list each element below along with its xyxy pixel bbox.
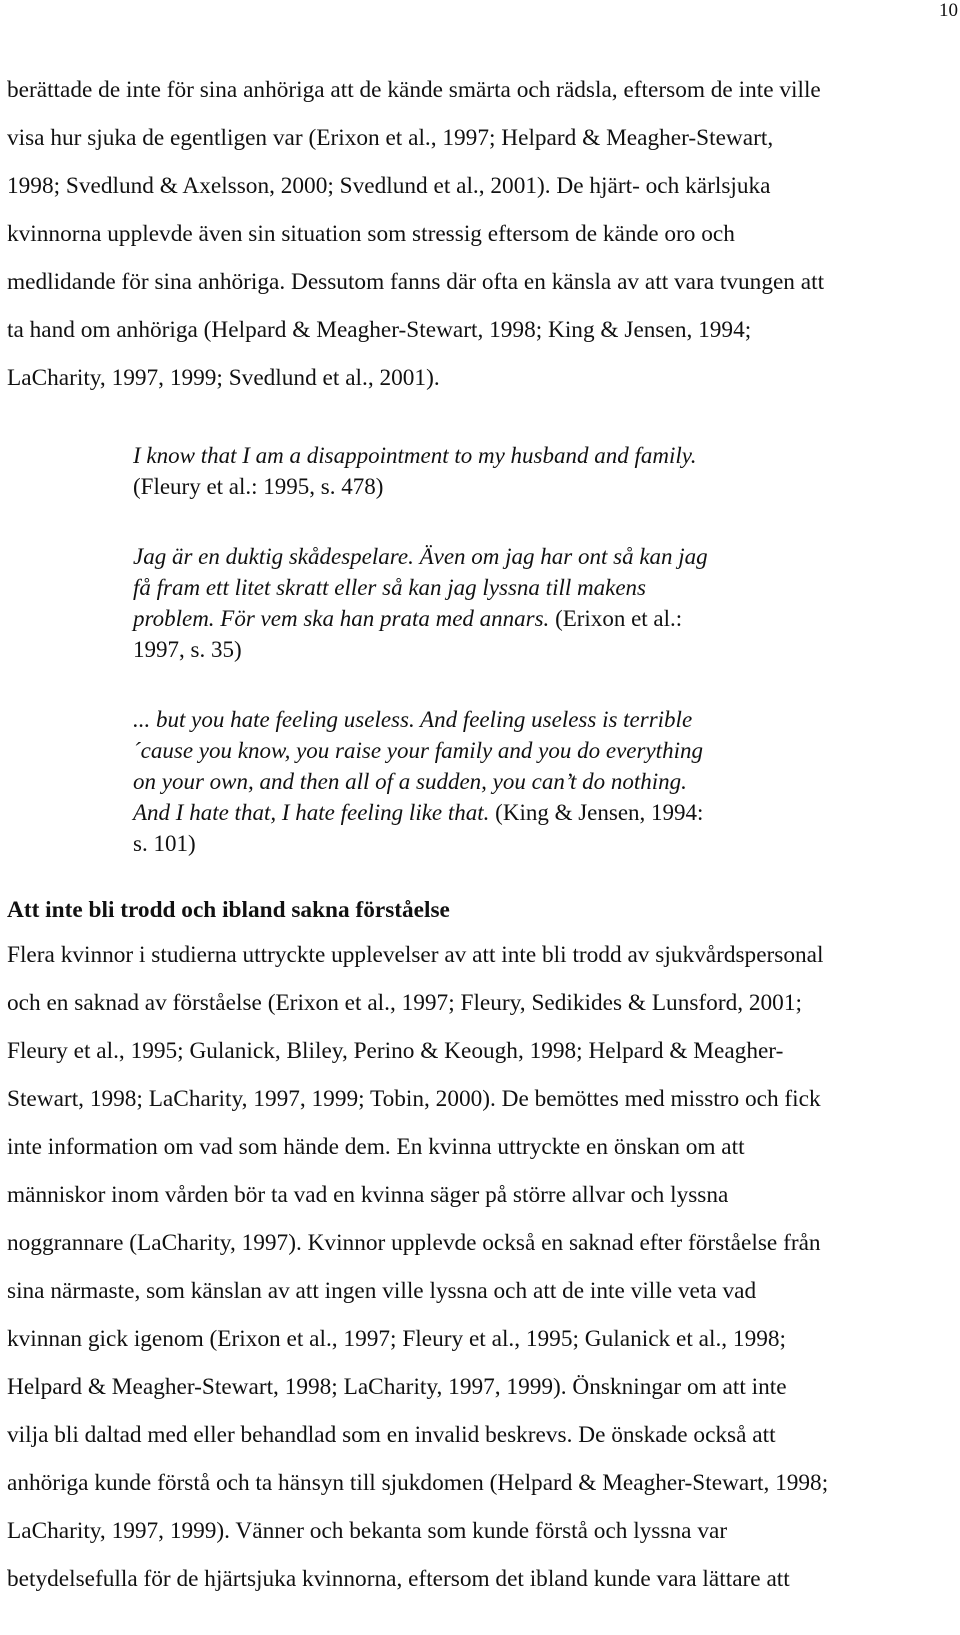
text-line: berättade de inte för sina anhöriga att de kände smärta och rädsla, eftersom de inte ville <box>7 77 821 103</box>
text-line: och en saknad av förståelse (Erixon et al., 1997; Fleury, Sedikides & Lunsford, 2001; <box>7 990 802 1016</box>
quote-citation: (Erixon et al.: <box>549 606 683 631</box>
quote-line <box>133 797 957 828</box>
quote-citation: (Fleury et al.: 1995, s. 478) <box>133 474 384 499</box>
quote-line <box>133 766 957 797</box>
quote-line <box>133 541 957 572</box>
text-line: LaCharity, 1997, 1999). Vänner och bekanta som kunde förstå och lyssna var <box>7 1518 728 1544</box>
document-body <box>7 66 957 1603</box>
quote-italic: I know that I am a disappointment to my husband and family. <box>133 443 697 468</box>
text-line: kvinnorna upplevde även sin situation som stressig eftersom de kände oro och <box>7 221 735 247</box>
quote-citation: (King & Jensen, 1994: <box>489 800 704 825</box>
quote-1 <box>133 440 957 502</box>
paragraph-2 <box>7 931 957 1603</box>
text-line: visa hur sjuka de egentligen var (Erixon et al., 1997; Helpard & Meagher-Stewart, <box>7 125 774 151</box>
text-line: LaCharity, 1997, 1999; Svedlund et al., 2001). <box>7 365 440 391</box>
quote-citation: s. 101) <box>133 831 196 856</box>
quote-line <box>133 634 957 665</box>
text-line: betydelsefulla för de hjärtsjuka kvinnorna, eftersom det ibland kunde vara lättare att <box>7 1566 790 1592</box>
quote-line <box>133 603 957 634</box>
quote-line <box>133 440 957 471</box>
page-number: 10 <box>939 0 958 21</box>
text-line: Stewart, 1998; LaCharity, 1997, 1999; Tobin, 2000). De bemöttes med misstro och fick <box>7 1086 821 1112</box>
quote-italic: on your own, and then all of a sudden, you can’t do nothing. <box>133 769 687 794</box>
paragraph-1 <box>7 66 957 402</box>
text-line: Helpard & Meagher-Stewart, 1998; LaCharity, 1997, 1999). Önskningar om att inte <box>7 1374 787 1400</box>
text-line: människor inom vården bör ta vad en kvinna säger på större allvar och lyssna <box>7 1182 729 1208</box>
text-line: Fleury et al., 1995; Gulanick, Bliley, Perino & Keough, 1998; Helpard & Meagher- <box>7 1038 784 1064</box>
quote-line <box>133 572 957 603</box>
quote-italic: Jag är en duktig skådespelare. Även om jag har ont så kan jag <box>133 544 708 569</box>
text-line: anhöriga kunde förstå och ta hänsyn till sjukdomen (Helpard & Meagher-Stewart, 1998; <box>7 1470 829 1496</box>
quote-italic: ´cause you know, you raise your family and you do everything <box>133 738 703 763</box>
text-line: ta hand om anhöriga (Helpard & Meagher-Stewart, 1998; King & Jensen, 1994; <box>7 317 752 343</box>
quote-citation: 1997, s. 35) <box>133 637 242 662</box>
text-line: medlidande för sina anhöriga. Dessutom fanns där ofta en känsla av att vara tvungen att <box>7 269 825 295</box>
quote-line <box>133 828 957 859</box>
quote-line <box>133 704 957 735</box>
text-line: inte information om vad som hände dem. En kvinna uttryckte en önskan om att <box>7 1134 745 1160</box>
quote-italic: få fram ett litet skratt eller så kan jag lyssna till makens <box>133 575 646 600</box>
text-line: sina närmaste, som känslan av att ingen ville lyssna och att de inte ville veta vad <box>7 1278 757 1304</box>
quote-line <box>133 471 957 502</box>
text-line: kvinnan gick igenom (Erixon et al., 1997; Fleury et al., 1995; Gulanick et al., 1998; <box>7 1326 786 1352</box>
quote-italic: problem. För vem ska han prata med annars. <box>133 606 550 631</box>
quote-2 <box>133 541 957 665</box>
text-line: noggrannare (LaCharity, 1997). Kvinnor upplevde också en saknad efter förståelse från <box>7 1230 821 1256</box>
quote-3 <box>133 704 957 859</box>
text-line: vilja bli daltad med eller behandlad som en invalid beskrevs. De önskade också att <box>7 1422 776 1448</box>
quote-line <box>133 735 957 766</box>
text-line: 1998; Svedlund & Axelsson, 2000; Svedlund et al., 2001). De hjärt- och kärlsjuka <box>7 173 771 199</box>
quote-italic: And I hate that, I hate feeling like that. <box>133 800 490 825</box>
section-heading: Att inte bli trodd och ibland sakna förståelse <box>7 897 450 923</box>
text-line: Flera kvinnor i studierna uttryckte upplevelser av att inte bli trodd av sjukvårdspersonal <box>7 942 824 968</box>
quote-italic: ... but you hate feeling useless. And feeling useless is terrible <box>133 707 693 732</box>
